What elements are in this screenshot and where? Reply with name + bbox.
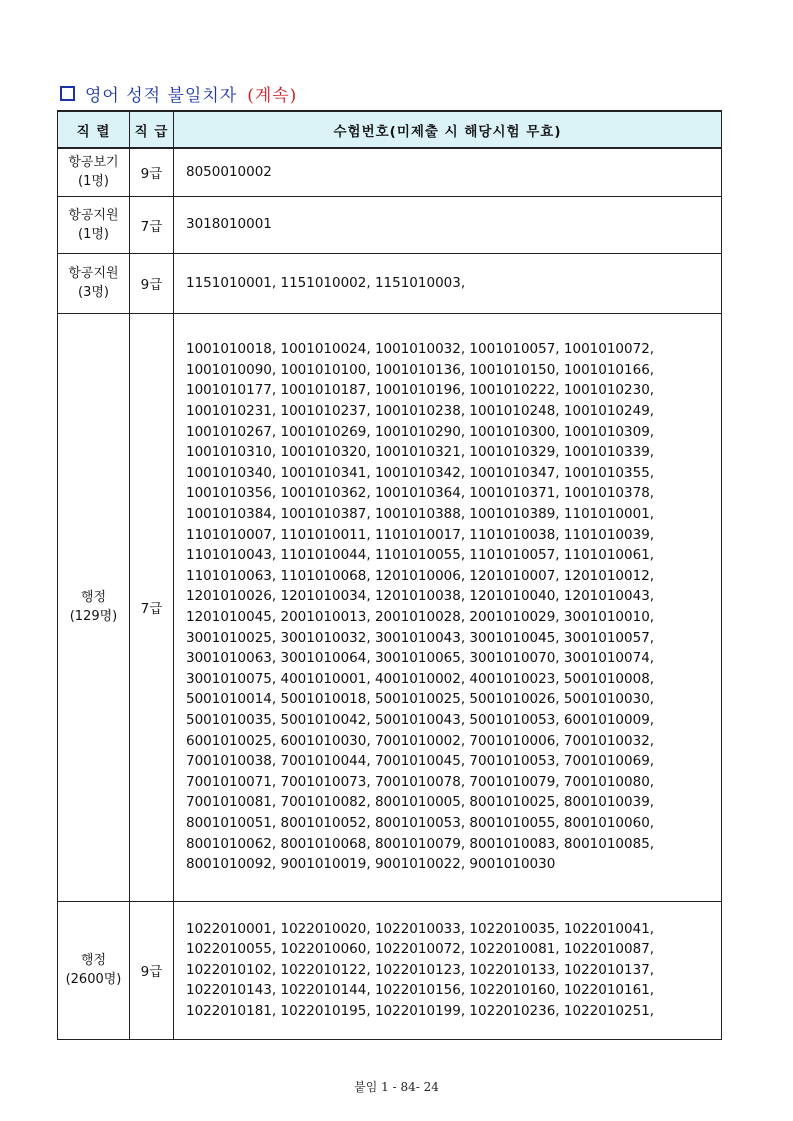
table-row: [58, 253, 722, 313]
role-count: (3명): [78, 285, 109, 300]
column-header-role: 직 렬: [58, 111, 130, 148]
table-row: [58, 313, 722, 901]
column-header-numbers: 수험번호(미제출 시 해당시험 무효): [174, 111, 722, 148]
role-cell: [58, 148, 130, 196]
table-row: [58, 148, 722, 196]
role-name: 행정: [80, 590, 107, 605]
role-count: (1명): [78, 174, 109, 190]
role-count: (1명): [78, 226, 109, 242]
role-cell: [58, 901, 130, 1039]
heading-suffix: (계속): [247, 85, 298, 106]
section-heading: [60, 78, 297, 108]
grade-cell: 9급: [130, 148, 174, 196]
exam-numbers-cell: 3018010001: [174, 196, 722, 253]
column-header-grade: 직 급: [130, 111, 174, 148]
grade-cell: 7급: [130, 196, 174, 253]
grade-cell: 7급: [130, 313, 174, 901]
role-count: (2600명): [65, 972, 122, 987]
checkbox-square-icon: [60, 86, 75, 101]
table-row: [58, 901, 722, 1039]
grade-cell: 9급: [130, 901, 174, 1039]
exam-numbers-cell: 1022010001, 1022010020, 1022010033, 1022010035, 1022010041, 1022010055, 1022010060, 1022010072, 1022010081, 1022010087, 1022010102, 1022010122, 1022010123, 1022010133, 1022010137, 1022010143, 1022010144, 1022010156, 1022010160, 1022010161, 1022010181, 1022010195, 1022010199, 1022010236, 1022010251,: [174, 901, 722, 1039]
role-cell: [58, 253, 130, 313]
exam-numbers-cell: 8050010002: [174, 148, 722, 196]
table-row: [58, 196, 722, 253]
role-name: 항공보기: [68, 155, 119, 171]
grade-cell: 9급: [130, 253, 174, 313]
heading-title: 영어 성적 불일치자: [85, 85, 238, 106]
role-cell: [58, 313, 130, 901]
page-footer: 붙임 1 - 84- 24: [354, 1080, 439, 1094]
role-cell: [58, 196, 130, 253]
role-count: (129명): [69, 609, 118, 624]
mismatch-table: [57, 110, 722, 1040]
exam-numbers-cell: 1001010018, 1001010024, 1001010032, 1001010057, 1001010072, 1001010090, 1001010100, 1001010136, 1001010150, 1001010166, 1001010177, 1001010187, 1001010196, 1001010222, 1001010230, 1001010231, 1001010237, 1001010238, 1001010248, 1001010249, 1001010267, 1001010269, 1001010290, 1001010300, 1001010309, 1001010310, 1001010320, 1001010321, 1001010329, 1001010339, 1001010340, 1001010341, 1001010342, 1001010347, 1001010355, 1001010356, 1001010362, 1001010364, 1001010371, 1001010378, 1001010384, 1001010387, 1001010388, 1001010389, 1101010001, 1101010007, 1101010011, 1101010017, 1101010038, 1101010039, 1101010043, 1101010044, 1101010055, 1101010057, 1101010061, 1101010063, 1101010068, 1201010006, 1201010007, 1201010012, 1201010026, 1201010034, 1201010038, 1201010040, 1201010043, 1201010045, 2001010013, 2001010028, 2001010029, 3001010010, 3001010025, 3001010032, 3001010043, 3001010045, 3001010057, 3001010063, 3001010064, 3001010065, 3001010070, 3001010074, 3001010075, 4001010001, 4001010002, 4001010023, 5001010008, 5001010014, 5001010018, 5001010025, 5001010026, 5001010030, 5001010035, 5001010042, 5001010043, 5001010053, 6001010009, 6001010025, 6001010030, 7001010002, 7001010006, 7001010032, 7001010038, 7001010044, 7001010045, 7001010053, 7001010069, 7001010071, 7001010073, 7001010078, 7001010079, 7001010080, 7001010081, 7001010082, 8001010005, 8001010025, 8001010039, 8001010051, 8001010052, 8001010053, 8001010055, 8001010060, 8001010062, 8001010068, 8001010079, 8001010083, 8001010085, 8001010092, 9001010019, 9001010022, 9001010030: [174, 313, 722, 901]
role-name: 항공지원: [68, 266, 119, 281]
table-header-row: [58, 111, 722, 148]
exam-numbers-cell: 1151010001, 1151010002, 1151010003,: [174, 253, 722, 313]
role-name: 항공지원: [68, 207, 119, 223]
role-name: 행정: [80, 953, 107, 968]
